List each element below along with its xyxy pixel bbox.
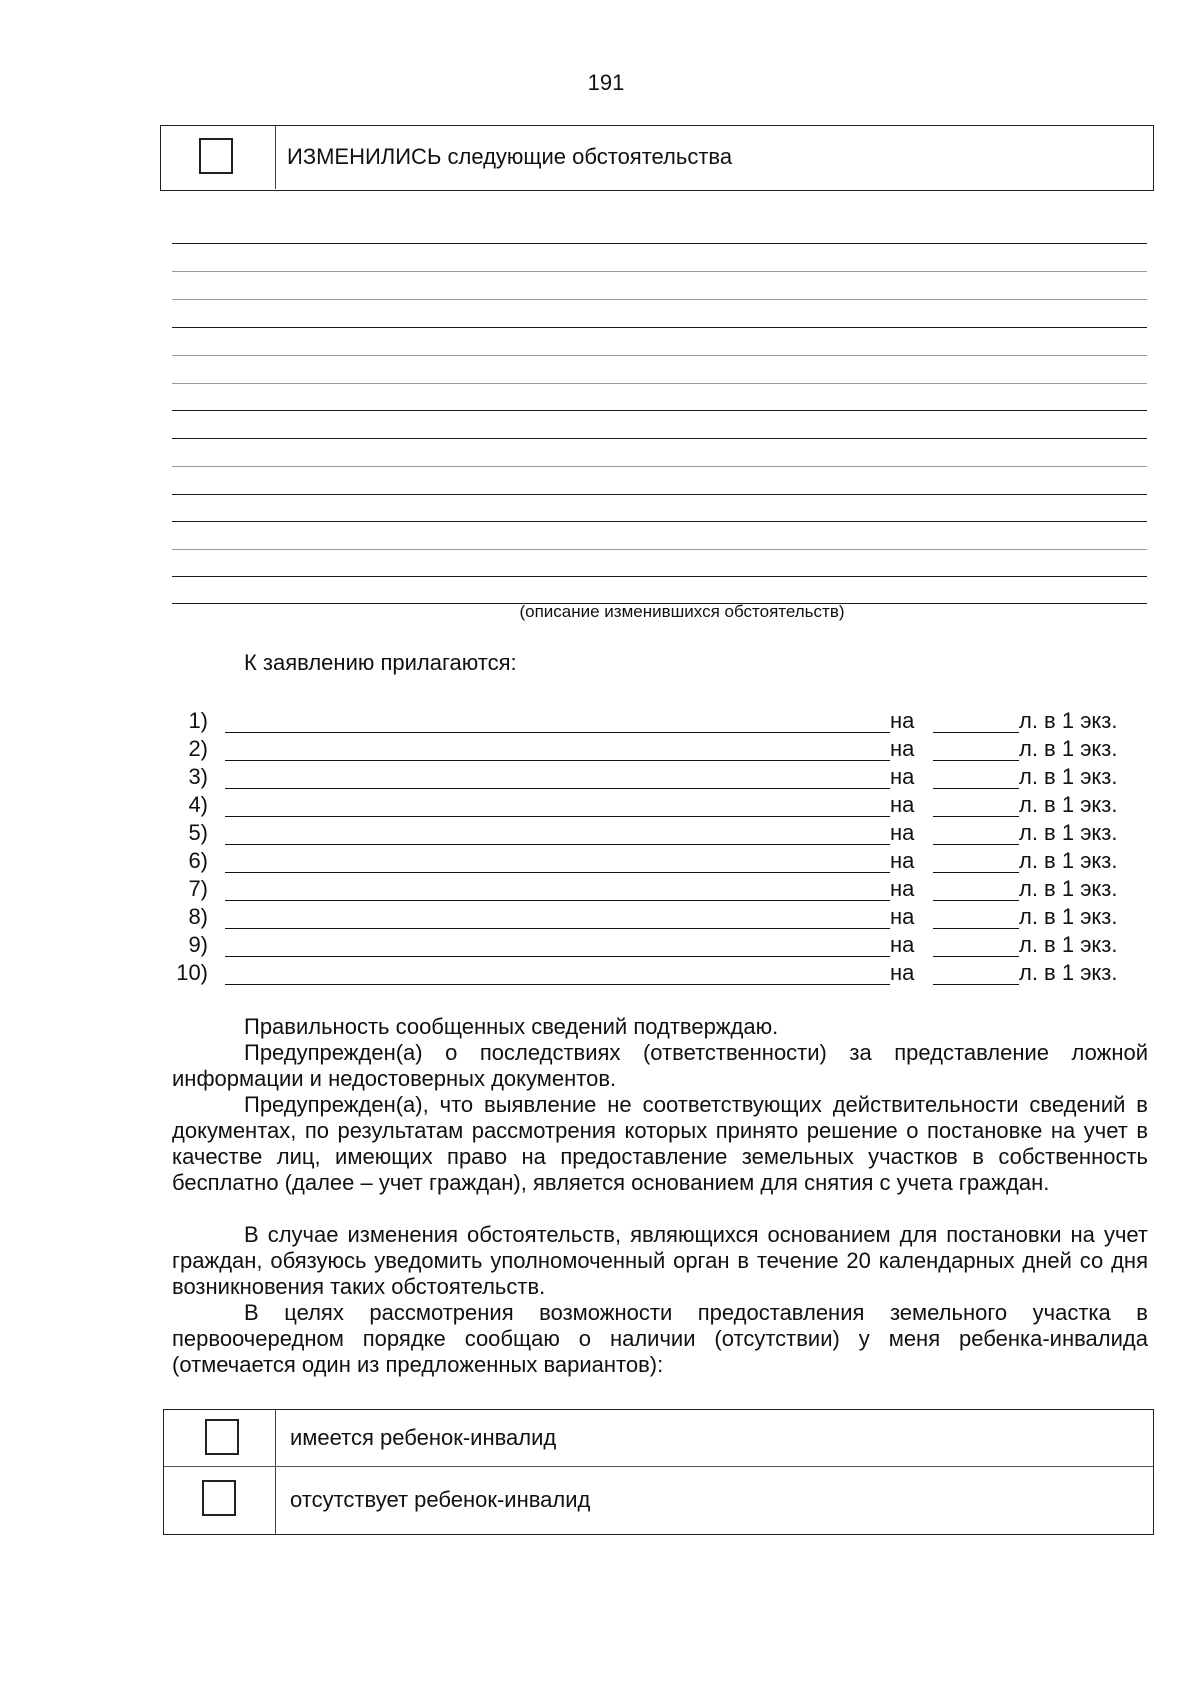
- attachment-pages-label: л. в 1 экз.: [1019, 904, 1118, 929]
- attachment-pages-field[interactable]: [933, 788, 1019, 789]
- statement-warning-false-info: Предупрежден(а) о последствиях (ответственности) за представление ложной информации и недостоверных документов.: [172, 1040, 1148, 1091]
- attachment-row: [168, 904, 1168, 932]
- attachment-name-field[interactable]: [225, 984, 890, 985]
- attachment-row: [168, 848, 1168, 876]
- changed-circumstances-checkbox[interactable]: [199, 138, 233, 174]
- attachment-pages-label: л. в 1 экз.: [1019, 932, 1118, 957]
- option-row-no-child[interactable]: [164, 1466, 1153, 1534]
- attachment-pages-field[interactable]: [933, 760, 1019, 761]
- attachment-number: 5): [188, 820, 208, 845]
- attachment-na-label: на: [890, 736, 915, 761]
- changed-circumstances-box: [160, 125, 1154, 191]
- changed-circumstances-label: ИЗМЕНИЛИСЬ следующие обстоятельства: [287, 144, 733, 169]
- attachment-pages-field[interactable]: [933, 900, 1019, 901]
- attachment-na-label: на: [890, 764, 915, 789]
- attachment-na-label: на: [890, 960, 915, 985]
- attachment-pages-field[interactable]: [933, 956, 1019, 957]
- checkbox-cell: [164, 1467, 276, 1534]
- attachment-na-label: на: [890, 708, 915, 733]
- attachment-number: 6): [188, 848, 208, 873]
- description-line[interactable]: [172, 243, 1147, 244]
- description-caption: (описание изменившихся обстоятельств): [519, 602, 845, 621]
- attachment-name-field[interactable]: [225, 816, 890, 817]
- description-line[interactable]: [172, 549, 1147, 550]
- no-disabled-child-label: отсутствует ребенок-инвалид: [290, 1487, 591, 1512]
- attachments-heading: К заявлению прилагаются:: [244, 650, 517, 675]
- attachment-number: 3): [188, 764, 208, 789]
- attachment-row: [168, 708, 1168, 736]
- description-line[interactable]: [172, 576, 1147, 577]
- attachment-row: [168, 736, 1168, 764]
- attachment-row: [168, 932, 1168, 960]
- attachment-pages-field[interactable]: [933, 816, 1019, 817]
- attachment-pages-label: л. в 1 экз.: [1019, 876, 1118, 901]
- attachment-na-label: на: [890, 904, 915, 929]
- changed-circumstances-row: [161, 126, 1153, 189]
- attachment-na-label: на: [890, 876, 915, 901]
- attachment-row: [168, 960, 1168, 988]
- description-line[interactable]: [172, 521, 1147, 522]
- option-row-has-child[interactable]: [164, 1410, 1153, 1466]
- attachment-pages-field[interactable]: [933, 844, 1019, 845]
- page-number: 191: [587, 70, 625, 95]
- statement-warning-removal: Предупрежден(а), что выявление не соответствующих действительности сведений в документах, по результатам рассмотрения которых принято решение о постановке на учет в качестве лиц, имеющих право на предоставление земельных участков в собственность бесплатно (далее – учет граждан), является основанием для снятия с учета граждан.: [172, 1092, 1148, 1195]
- description-line[interactable]: [172, 494, 1147, 495]
- statement-confirm-paragraph: Правильность сообщенных сведений подтверждаю.: [244, 1014, 779, 1039]
- attachment-number: 2): [188, 736, 208, 761]
- attachment-name-field[interactable]: [225, 900, 890, 901]
- attachment-pages-label: л. в 1 экз.: [1019, 736, 1118, 761]
- disabled-child-options-table: [163, 1409, 1154, 1535]
- description-line[interactable]: [172, 327, 1147, 328]
- attachment-number: 8): [188, 904, 208, 929]
- description-line[interactable]: [172, 466, 1147, 467]
- statement-notification-duty: В случае изменения обстоятельств, являющихся основанием для постановки на учет граждан, обязуюсь уведомить уполномоченный орган в течение 20 календарных дней со дня возникновения таких обстоятельств.: [172, 1222, 1148, 1299]
- attachment-number: 4): [188, 792, 208, 817]
- checkbox-cell: [161, 126, 276, 189]
- attachment-name-field[interactable]: [225, 928, 890, 929]
- attachment-number: 10): [176, 960, 208, 985]
- attachment-pages-label: л. в 1 экз.: [1019, 708, 1118, 733]
- attachment-pages-field[interactable]: [933, 984, 1019, 985]
- attachment-name-field[interactable]: [225, 760, 890, 761]
- attachment-row: [168, 876, 1168, 904]
- attachment-row: [168, 764, 1168, 792]
- attachment-name-field[interactable]: [225, 732, 890, 733]
- description-line[interactable]: [172, 410, 1147, 411]
- attachment-pages-label: л. в 1 экз.: [1019, 820, 1118, 845]
- attachment-pages-label: л. в 1 экз.: [1019, 848, 1118, 873]
- statement-disabled-child-intro: В целях рассмотрения возможности предоставления земельного участка в первоочередном порядке сообщаю о наличии (отсутствии) у меня ребенка-инвалида (отмечается один из предложенных вариантов):: [172, 1300, 1148, 1377]
- has-disabled-child-label: имеется ребенок-инвалид: [290, 1425, 557, 1450]
- attachment-name-field[interactable]: [225, 956, 890, 957]
- attachment-number: 9): [188, 932, 208, 957]
- description-line[interactable]: [172, 355, 1147, 356]
- attachment-pages-label: л. в 1 экз.: [1019, 764, 1118, 789]
- attachment-name-field[interactable]: [225, 872, 890, 873]
- description-line[interactable]: [172, 299, 1147, 300]
- description-line[interactable]: [172, 438, 1147, 439]
- no-disabled-child-checkbox[interactable]: [202, 1480, 236, 1516]
- attachment-pages-field[interactable]: [933, 732, 1019, 733]
- attachment-pages-field[interactable]: [933, 872, 1019, 873]
- checkbox-cell: [164, 1410, 276, 1466]
- attachment-pages-label: л. в 1 экз.: [1019, 792, 1118, 817]
- attachment-pages-label: л. в 1 экз.: [1019, 960, 1118, 985]
- has-disabled-child-checkbox[interactable]: [205, 1419, 239, 1455]
- attachment-na-label: на: [890, 848, 915, 873]
- attachment-pages-field[interactable]: [933, 928, 1019, 929]
- attachment-name-field[interactable]: [225, 844, 890, 845]
- description-line[interactable]: [172, 271, 1147, 272]
- attachment-row: [168, 792, 1168, 820]
- attachment-number: 7): [188, 876, 208, 901]
- attachment-name-field[interactable]: [225, 788, 890, 789]
- attachment-row: [168, 820, 1168, 848]
- attachment-number: 1): [188, 708, 208, 733]
- attachment-na-label: на: [890, 792, 915, 817]
- attachment-na-label: на: [890, 932, 915, 957]
- description-line[interactable]: [172, 383, 1147, 384]
- attachment-na-label: на: [890, 820, 915, 845]
